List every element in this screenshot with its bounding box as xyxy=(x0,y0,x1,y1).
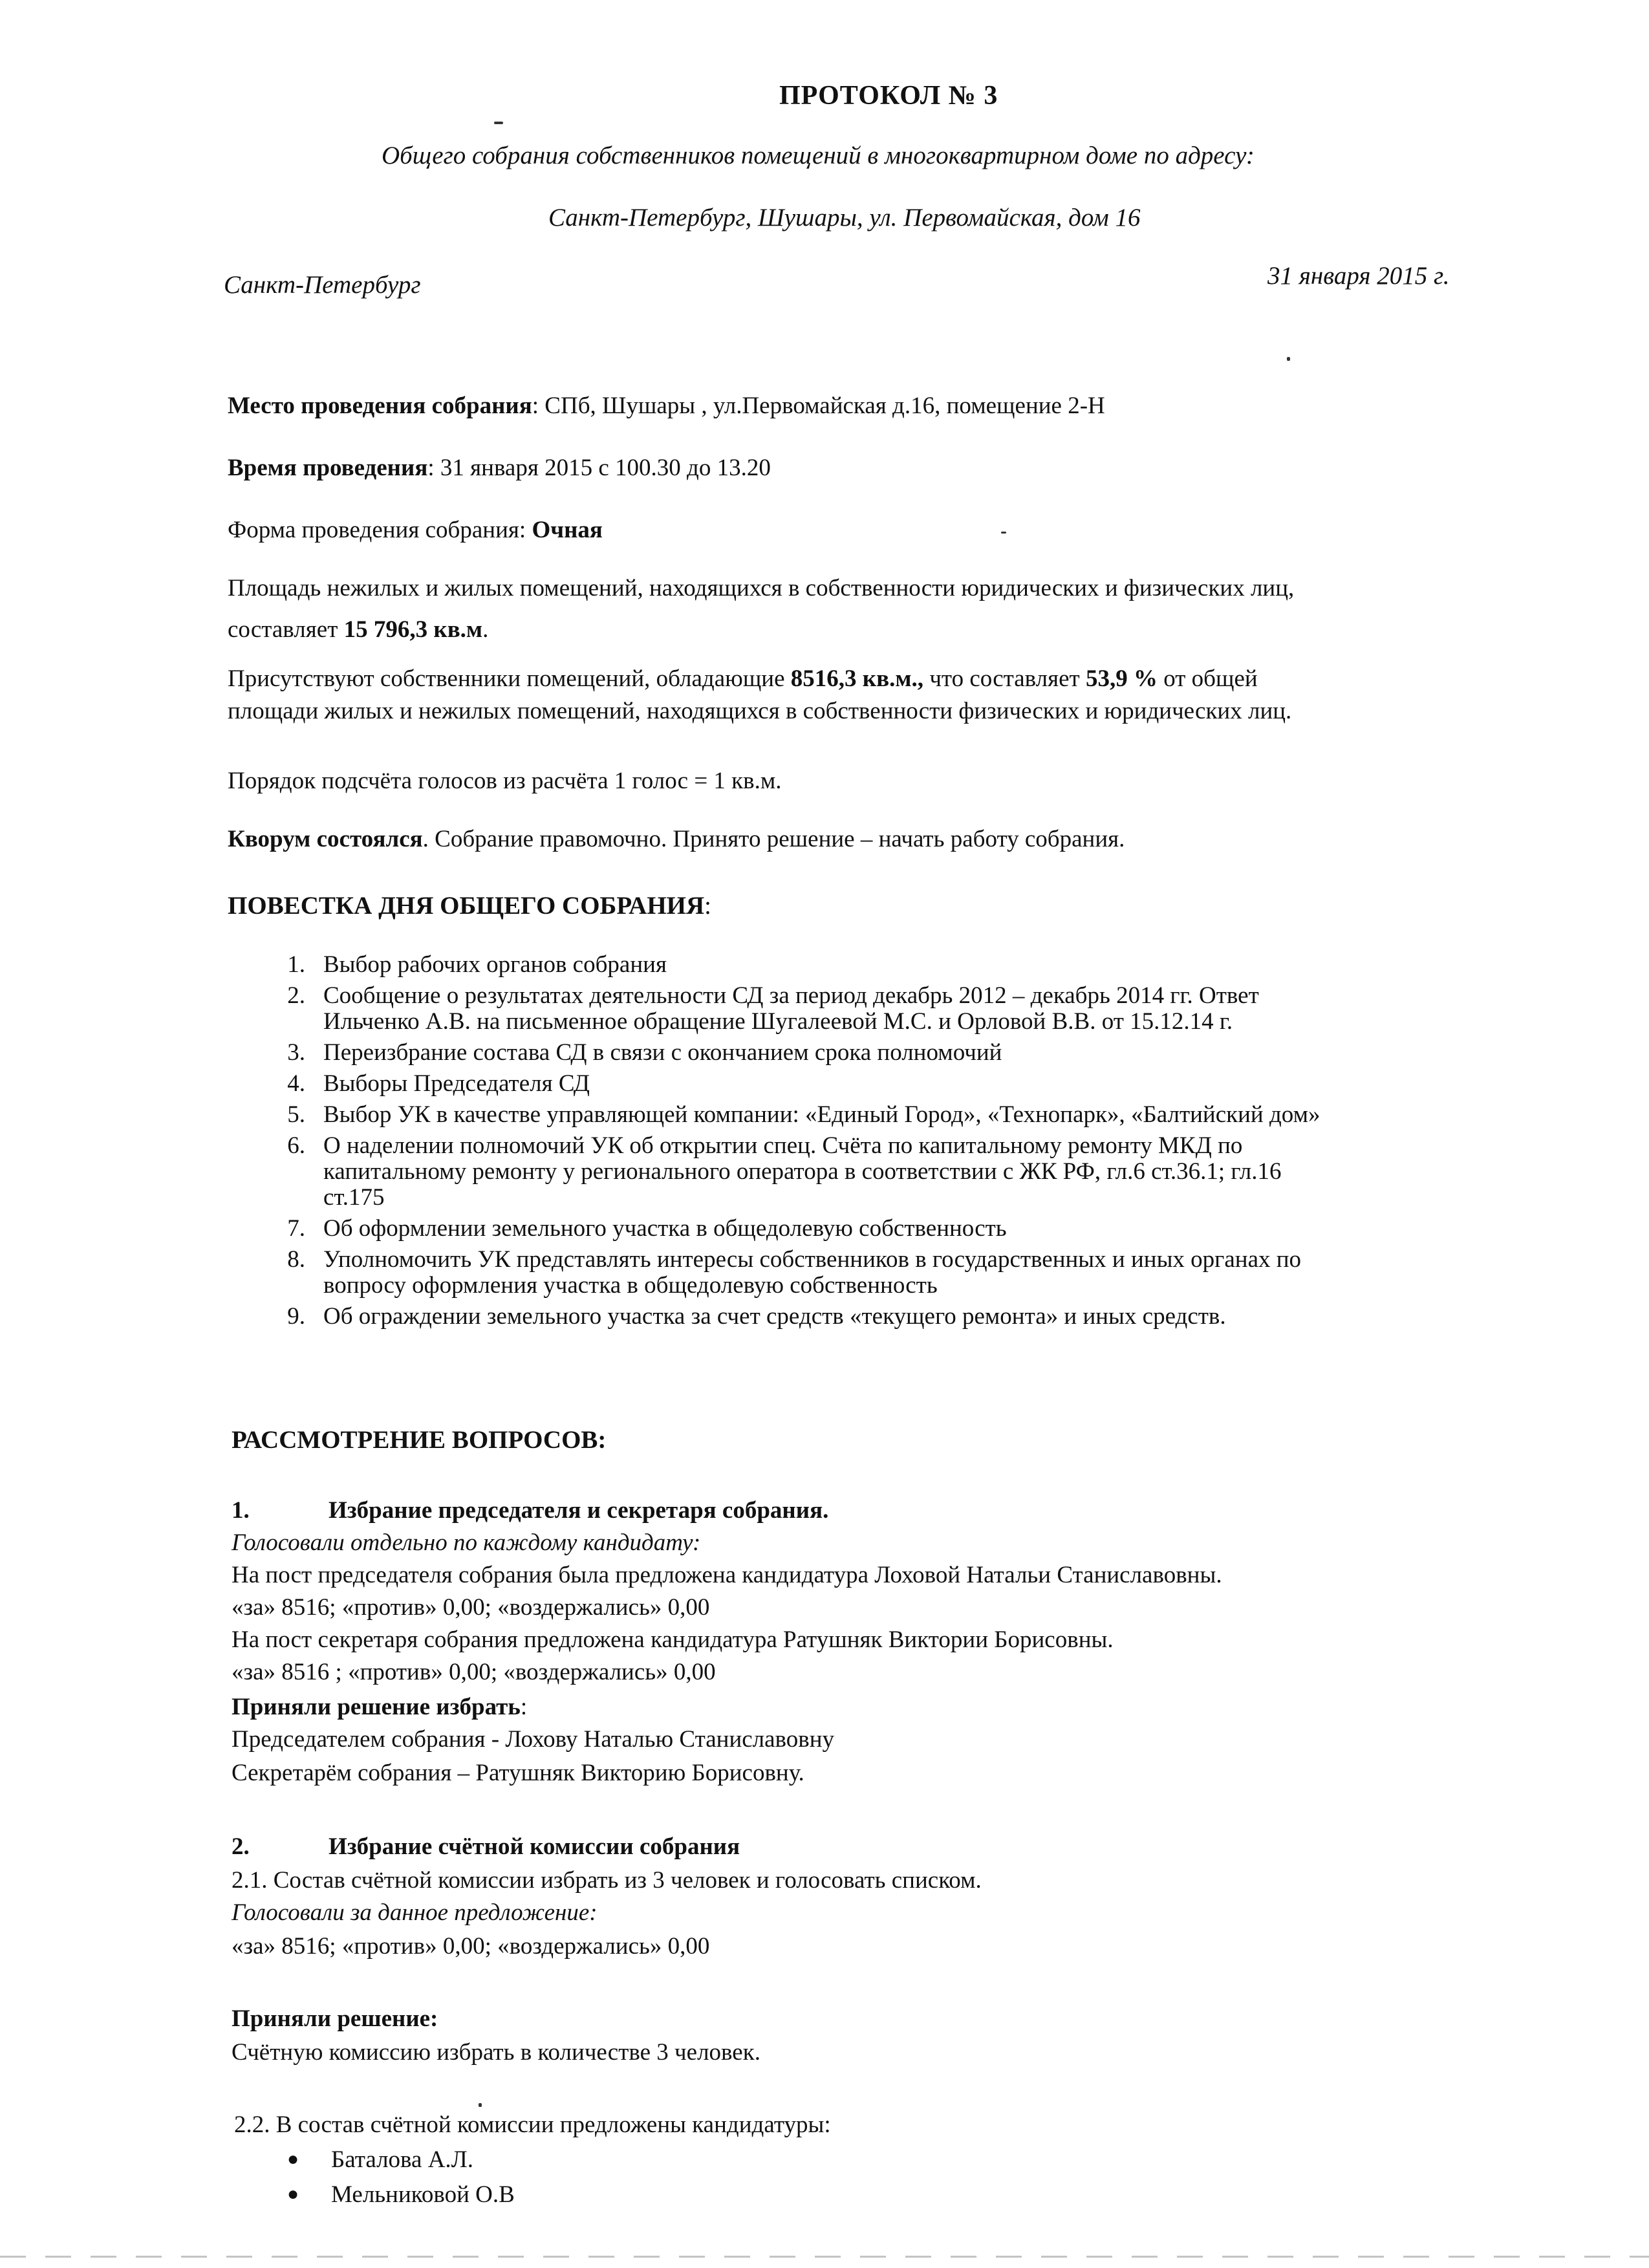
q2-decision-text: Счётную комиссию избрать в количестве 3 человек. xyxy=(232,2039,760,2066)
present-line-2: площади жилых и нежилых помещений, находящихся в собственности физических и юридических лиц. xyxy=(228,698,1292,724)
agenda-item-number: 4. xyxy=(287,1070,305,1097)
quorum-text: . Собрание правомочно. Принято решение – начать работу собрания. xyxy=(422,826,1125,852)
agenda-item-text: Выбор рабочих органов собрания xyxy=(323,951,667,978)
place-value: : СПб, Шушары , ул.Первомайская д.16, помещение 2-Н xyxy=(532,393,1105,419)
q1-number: 1. xyxy=(232,1497,250,1524)
present-mid: что составляет xyxy=(923,665,1086,692)
agenda-item-text: Выбор УК в качестве управляющей компании: «Единый Город», «Технопарк», «Балтийский дом» xyxy=(323,1101,1320,1128)
quorum-line xyxy=(228,825,1125,853)
scan-speck xyxy=(1287,357,1290,361)
q1-decision-colon: : xyxy=(520,1694,528,1720)
review-heading: РАССМОТРЕНИЕ ВОПРОСОВ: xyxy=(232,1426,607,1454)
place-label: Место проведения собрания xyxy=(228,393,532,419)
area-suffix: . xyxy=(482,616,489,643)
agenda-item-text: О наделении полномочий УК об открытии спец. Счёта по капитальному ремонту МКД по xyxy=(323,1132,1243,1159)
agenda-item-number: 8. xyxy=(287,1246,305,1273)
agenda-item-text: Об ограждении земельного участка за счет средств «текущего ремонта» и иных средств. xyxy=(323,1303,1226,1330)
scan-speck xyxy=(1001,532,1006,534)
present-percent: 53,9 % xyxy=(1085,665,1158,692)
document-subtitle-2: Санкт-Петербург, Шушары, ул. Первомайская, дом 16 xyxy=(548,204,1141,232)
quorum-label: Кворум состоялся xyxy=(228,826,423,852)
area-prefix: составляет xyxy=(228,616,344,643)
form-line xyxy=(228,516,603,544)
q2-number: 2. xyxy=(232,1833,250,1860)
q1-secretary-vote: «за» 8516 ; «против» 0,00; «воздержались» 0,00 xyxy=(232,1659,716,1685)
q1-secretary-proposal: На пост секретаря собрания предложена кандидатура Ратушняк Виктории Борисовны. xyxy=(232,1626,1114,1653)
document-title: ПРОТОКОЛ № 3 xyxy=(779,81,998,111)
q1-chair-vote: «за» 8516; «против» 0,00; «воздержались» 0,00 xyxy=(232,1594,710,1621)
bullet-icon: ● xyxy=(287,2183,299,2205)
agenda-item-text: Переизбрание состава СД в связи с окончанием срока полномочий xyxy=(323,1039,1002,1066)
form-label: Форма проведения собрания: xyxy=(228,517,532,543)
present-line-1 xyxy=(228,665,1258,693)
q1-chair-proposal: На пост председателя собрания была предложена кандидатура Лоховой Натальи Станиславовны. xyxy=(232,1562,1222,1588)
present-area: 8516,3 кв.м., xyxy=(790,665,924,692)
q2-decision-label: Приняли решение: xyxy=(232,2005,438,2032)
q1-decision-label: Приняли решение избрать xyxy=(232,1694,521,1720)
agenda-item-number: 2. xyxy=(287,982,305,1009)
form-value: Очная xyxy=(532,517,603,543)
agenda-item-number: 6. xyxy=(287,1132,305,1159)
agenda-item-number: 9. xyxy=(287,1303,305,1330)
bullet-icon: ● xyxy=(287,2148,299,2170)
q1-result-chair: Председателем собрания - Лохову Наталью Станиславовну xyxy=(232,1726,835,1753)
q2-note: Голосовали за данное предложение: xyxy=(232,1899,598,1926)
area-line-1: Площадь нежилых и жилых помещений, находящихся в собственности юридических и физических лиц, xyxy=(228,575,1295,601)
q2-title: Избрание счётной комиссии собрания xyxy=(329,1833,740,1860)
agenda-item-number: 5. xyxy=(287,1101,305,1128)
agenda-item-text: капитальному ремонту у регионального оператора в соответствии с ЖК РФ, гл.6 ст.36.1; гл.16 xyxy=(323,1158,1282,1185)
agenda-heading-text: ПОВЕСТКА ДНЯ ОБЩЕГО СОБРАНИЯ xyxy=(228,892,705,920)
document-date: 31 января 2015 г. xyxy=(1267,262,1450,290)
candidate-item: Баталова А.Л. xyxy=(331,2146,474,2173)
place-line xyxy=(228,392,1105,420)
time-line xyxy=(228,454,771,482)
agenda-item-text: ст.175 xyxy=(323,1184,385,1211)
agenda-item-text: Уполномочить УК представлять интересы собственников в государственных и иных органах по xyxy=(323,1246,1302,1273)
scan-speck xyxy=(494,122,503,124)
agenda-item-number: 3. xyxy=(287,1039,305,1066)
area-value: 15 796,3 кв.м xyxy=(343,616,483,643)
q1-title: Избрание председателя и секретаря собрания. xyxy=(329,1497,829,1524)
document-subtitle-1: Общего собрания собственников помещений в многоквартирном доме по адресу: xyxy=(382,142,1255,169)
vote-rule: Порядок подсчёта голосов из расчёта 1 голос = 1 кв.м. xyxy=(228,768,782,794)
q1-note: Голосовали отдельно по каждому кандидату: xyxy=(232,1529,701,1556)
agenda-item-text: вопросу оформления участка в общедолевую собственность xyxy=(323,1272,938,1299)
candidate-item: Мельниковой О.В xyxy=(331,2181,515,2208)
time-label: Время проведения xyxy=(228,455,428,481)
q2-sub1: 2.1. Состав счётной комиссии избрать из 3 человек и голосовать списком. xyxy=(232,1867,982,1894)
time-value: : 31 января 2015 с 100.30 до 13.20 xyxy=(427,455,771,481)
present-suffix: от общей xyxy=(1157,665,1258,692)
scan-edge-line xyxy=(0,2256,1649,2258)
agenda-heading-colon: : xyxy=(704,892,711,920)
scan-speck xyxy=(479,2103,482,2107)
agenda-heading xyxy=(228,891,711,920)
agenda-item-text: Об оформлении земельного участка в общедолевую собственность xyxy=(323,1215,1007,1242)
area-line-2 xyxy=(228,616,488,643)
agenda-item-text: Выборы Председателя СД xyxy=(323,1070,590,1097)
q2-vote: «за» 8516; «против» 0,00; «воздержались» 0,00 xyxy=(232,1933,710,1960)
city-label: Санкт-Петербург xyxy=(224,271,421,299)
agenda-item-text: Ильченко А.В. на письменное обращение Шугалеевой М.С. и Орловой В.В. от 15.12.14 г. xyxy=(323,1008,1233,1035)
q1-result-secretary: Секретарём собрания – Ратушняк Викторию Борисовну. xyxy=(232,1760,804,1786)
q1-decision xyxy=(232,1693,527,1721)
agenda-item-number: 7. xyxy=(287,1215,305,1242)
q2-sub2: 2.2. В состав счётной комиссии предложены кандидатуры: xyxy=(234,2111,831,2138)
present-prefix: Присутствуют собственники помещений, обладающие xyxy=(228,665,791,692)
agenda-item-text: Сообщение о результатах деятельности СД за период декабрь 2012 – декабрь 2014 гг. Ответ xyxy=(323,982,1259,1009)
agenda-item-number: 1. xyxy=(287,951,305,978)
